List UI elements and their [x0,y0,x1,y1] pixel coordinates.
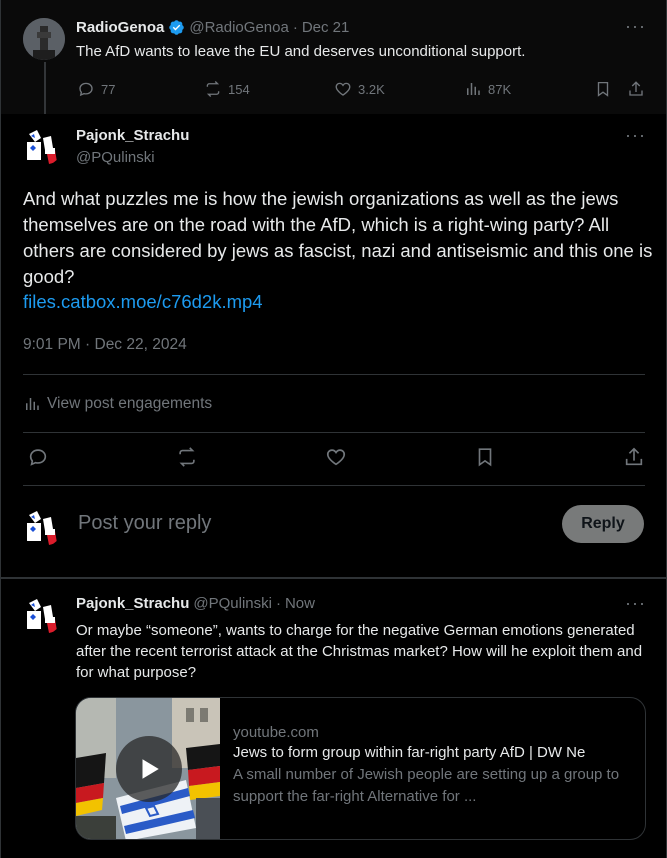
verified-badge-icon [168,19,185,36]
repost-action[interactable] [204,80,334,98]
post-date[interactable]: Dec 21 [301,19,350,36]
like-action[interactable] [334,80,464,98]
views-action[interactable] [464,80,594,98]
reply-count: 77 [101,81,116,97]
divider [23,374,645,375]
post-link[interactable]: files.catbox.moe/c76d2k.mp4 [23,291,263,312]
repost-icon[interactable] [176,446,198,468]
view-engagements-link[interactable] [23,395,212,413]
more-options-icon[interactable]: ··· [625,125,646,145]
reply-icon [77,80,95,98]
engagements-label: View post engagements [47,395,213,412]
author-handle[interactable]: @PQulinski [193,595,272,612]
divider [23,432,645,433]
avatar[interactable] [23,18,65,60]
video-thumbnail[interactable] [76,698,220,840]
post-actions [27,446,645,468]
reply-icon[interactable] [27,446,49,468]
post-date[interactable]: Now [284,595,315,612]
divider [23,485,645,486]
bookmark-icon[interactable] [474,446,496,468]
card-title[interactable]: Jews to form group within far-right party AfD | DW Ne [233,744,586,761]
card-domain: youtube.com [233,724,319,741]
author-handle[interactable]: @RadioGenoa [189,19,289,36]
author-handle[interactable]: @PQulinski [76,149,155,166]
author-name[interactable]: Pajonk_Strachu [76,595,190,612]
reply-button[interactable]: Reply [562,505,644,543]
author-name[interactable]: Pajonk_Strachu [76,127,190,144]
more-options-icon[interactable]: ··· [625,16,646,36]
card-description: A small number of Jewish people are setting up a group to support the far-right Alternative for ... [233,766,620,805]
repost-count: 154 [228,81,250,97]
reply-header [76,595,315,612]
analytics-icon [464,80,482,98]
play-button[interactable] [116,736,182,802]
dot-separator: · [292,19,298,36]
reply-action[interactable] [77,80,204,98]
post-timestamp[interactable]: 9:01 PM · Dec 22, 2024 [23,336,187,353]
repost-icon [204,80,222,98]
like-count: 3.2K [358,81,385,97]
thread-line [44,62,46,114]
heart-icon[interactable] [325,446,347,468]
heart-icon [334,80,352,98]
link-preview-card[interactable] [75,697,646,840]
post-text: Or maybe “someone”, wants to charge for the negative German emotions generated after the recent terrorist attack at the Christmas market? How will he exploit them and for what purpose? [76,622,643,681]
share-icon[interactable] [627,80,645,98]
parent-tweet[interactable] [1,0,666,114]
bookmark-icon[interactable] [594,80,612,98]
avatar[interactable] [21,505,63,547]
avatar[interactable] [21,593,63,635]
avatar[interactable] [21,124,63,166]
dot-separator: · [275,595,281,612]
play-icon [136,756,162,782]
more-options-icon[interactable]: ··· [625,593,646,613]
section-separator [1,577,666,579]
analytics-icon [23,395,41,413]
post-text: The AfD wants to leave the EU and deserves unconditional support. [76,43,526,60]
author-name[interactable]: RadioGenoa [76,19,165,36]
share-icon[interactable] [623,446,645,468]
reply-input[interactable]: Post your reply [78,512,212,534]
view-count: 87K [488,81,512,97]
post-text: And what puzzles me is how the jewish organizations as well as the jews themselves are on the road with the AfD, which is a right-wing party? All others are considered by jews as fascist, nazi and antiseismic and this one is good? [23,188,653,287]
